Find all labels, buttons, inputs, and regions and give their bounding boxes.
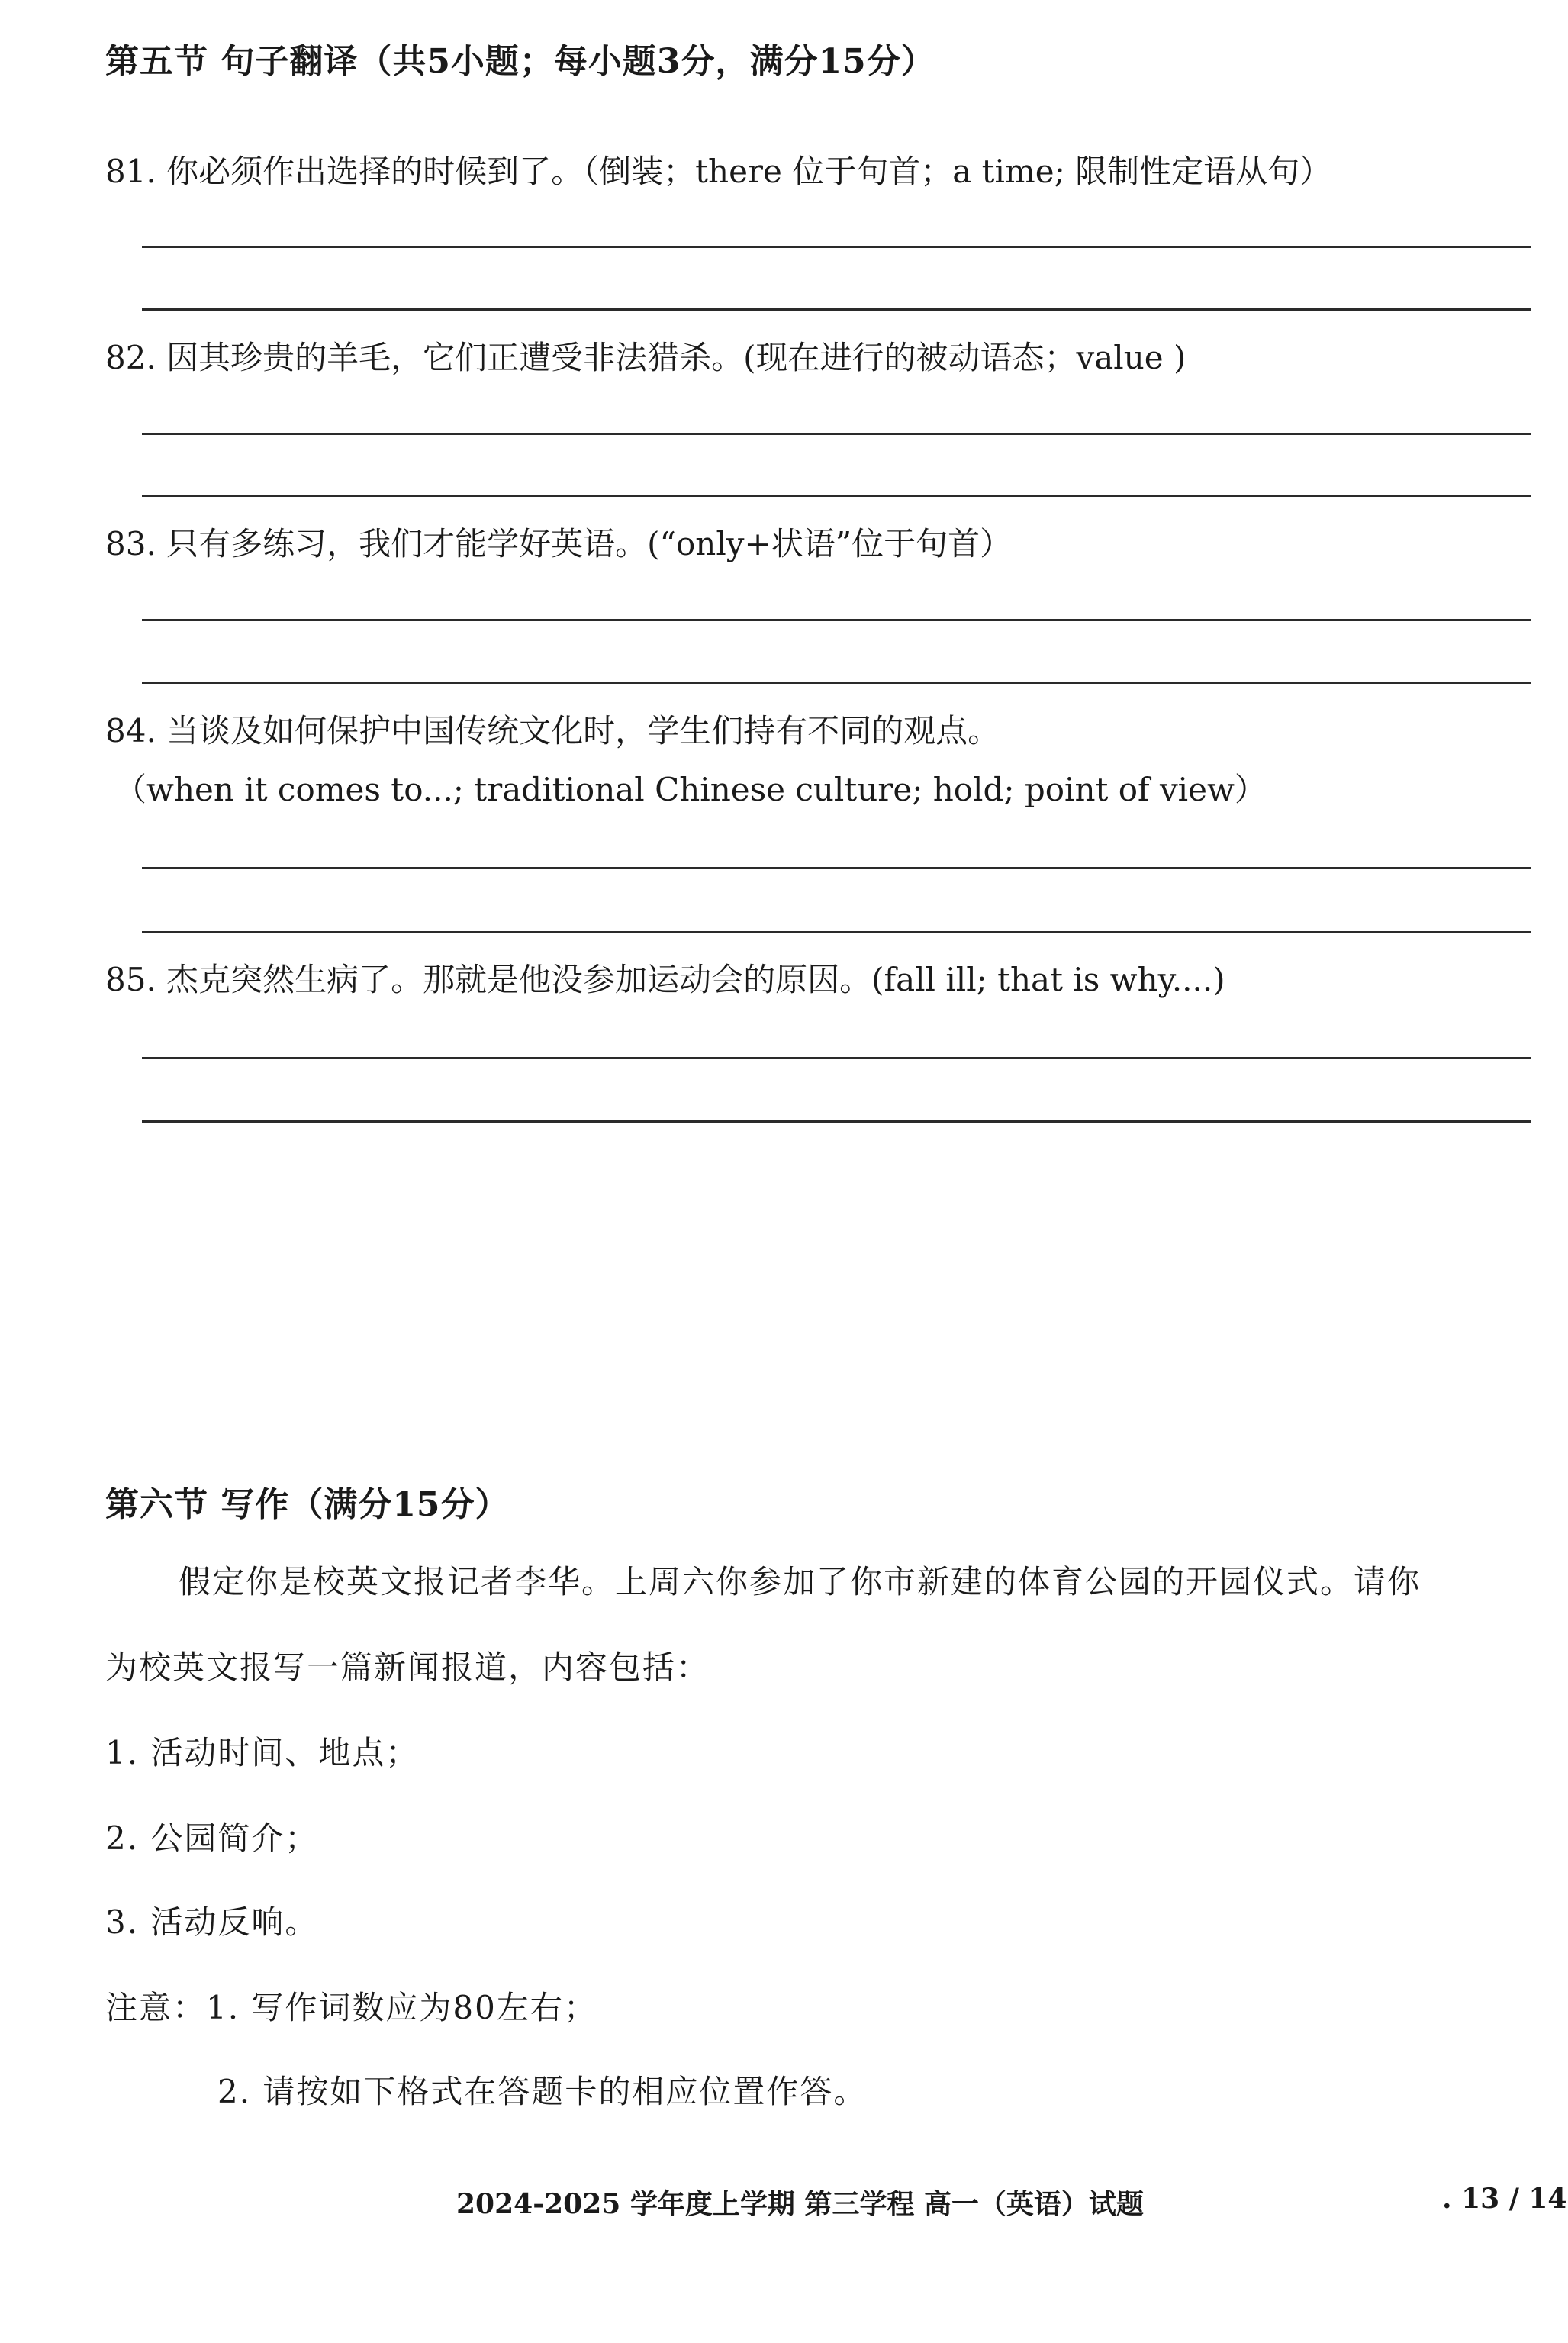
answer-line-84-b[interactable] — [142, 931, 1531, 933]
question-81: 81. 你必须作出选择的时候到了。（倒装；there 位于句首；a time; 限制性定语从句） — [105, 153, 1332, 190]
answer-line-83-b[interactable] — [142, 682, 1531, 684]
answer-line-81-a[interactable] — [142, 246, 1531, 248]
question-82: 82. 因其珍贵的羊毛，它们正遭受非法猎杀。(现在进行的被动语态；value ) — [105, 339, 1186, 376]
writing-item-1: 1. 活动时间、地点； — [105, 1734, 420, 1771]
answer-line-84-a[interactable] — [142, 867, 1531, 869]
writing-item-2: 2. 公园简介； — [105, 1819, 319, 1857]
answer-line-83-a[interactable] — [142, 619, 1531, 621]
answer-line-82-a[interactable] — [142, 433, 1531, 435]
answer-line-81-b[interactable] — [142, 308, 1531, 311]
question-84: 84. 当谈及如何保护中国传统文化时，学生们持有不同的观点。 — [105, 712, 1000, 749]
section-6-title: 第六节 写作（满分15分） — [105, 1485, 510, 1524]
answer-line-85-a[interactable] — [142, 1057, 1531, 1059]
question-85: 85. 杰克突然生病了。那就是他没参加运动会的原因。(fall ill; that is why....) — [105, 961, 1225, 998]
writing-note-2: 2. 请按如下格式在答题卡的相应位置作答。 — [217, 2073, 868, 2110]
question-84-hint: （when it comes to...; traditional Chinese culture; hold; point of view） — [114, 771, 1267, 808]
writing-item-3: 3. 活动反响。 — [105, 1903, 319, 1941]
writing-prompt-line-2: 为校英文报写一篇新闻报道，内容包括： — [105, 1648, 710, 1686]
section-5-title: 第五节 句子翻译（共5小题；每小题3分，满分15分） — [105, 42, 935, 81]
writing-prompt-line-1: 假定你是校英文报记者李华。上周六你参加了你市新建的体育公园的开园仪式。请你 — [179, 1563, 1422, 1600]
answer-line-85-b[interactable] — [142, 1120, 1531, 1123]
page-number: . 13 / 14 — [1442, 2183, 1567, 2215]
question-83: 83. 只有多练习，我们才能学好英语。(“only+状语”位于句首） — [105, 525, 1013, 562]
answer-line-82-b[interactable] — [142, 495, 1531, 497]
footer-title: 2024-2025 学年度上学期 第三学程 高一（英语）试题 — [456, 2188, 1144, 2220]
writing-note-1: 注意：1. 写作词数应为80左右； — [105, 1989, 597, 2026]
